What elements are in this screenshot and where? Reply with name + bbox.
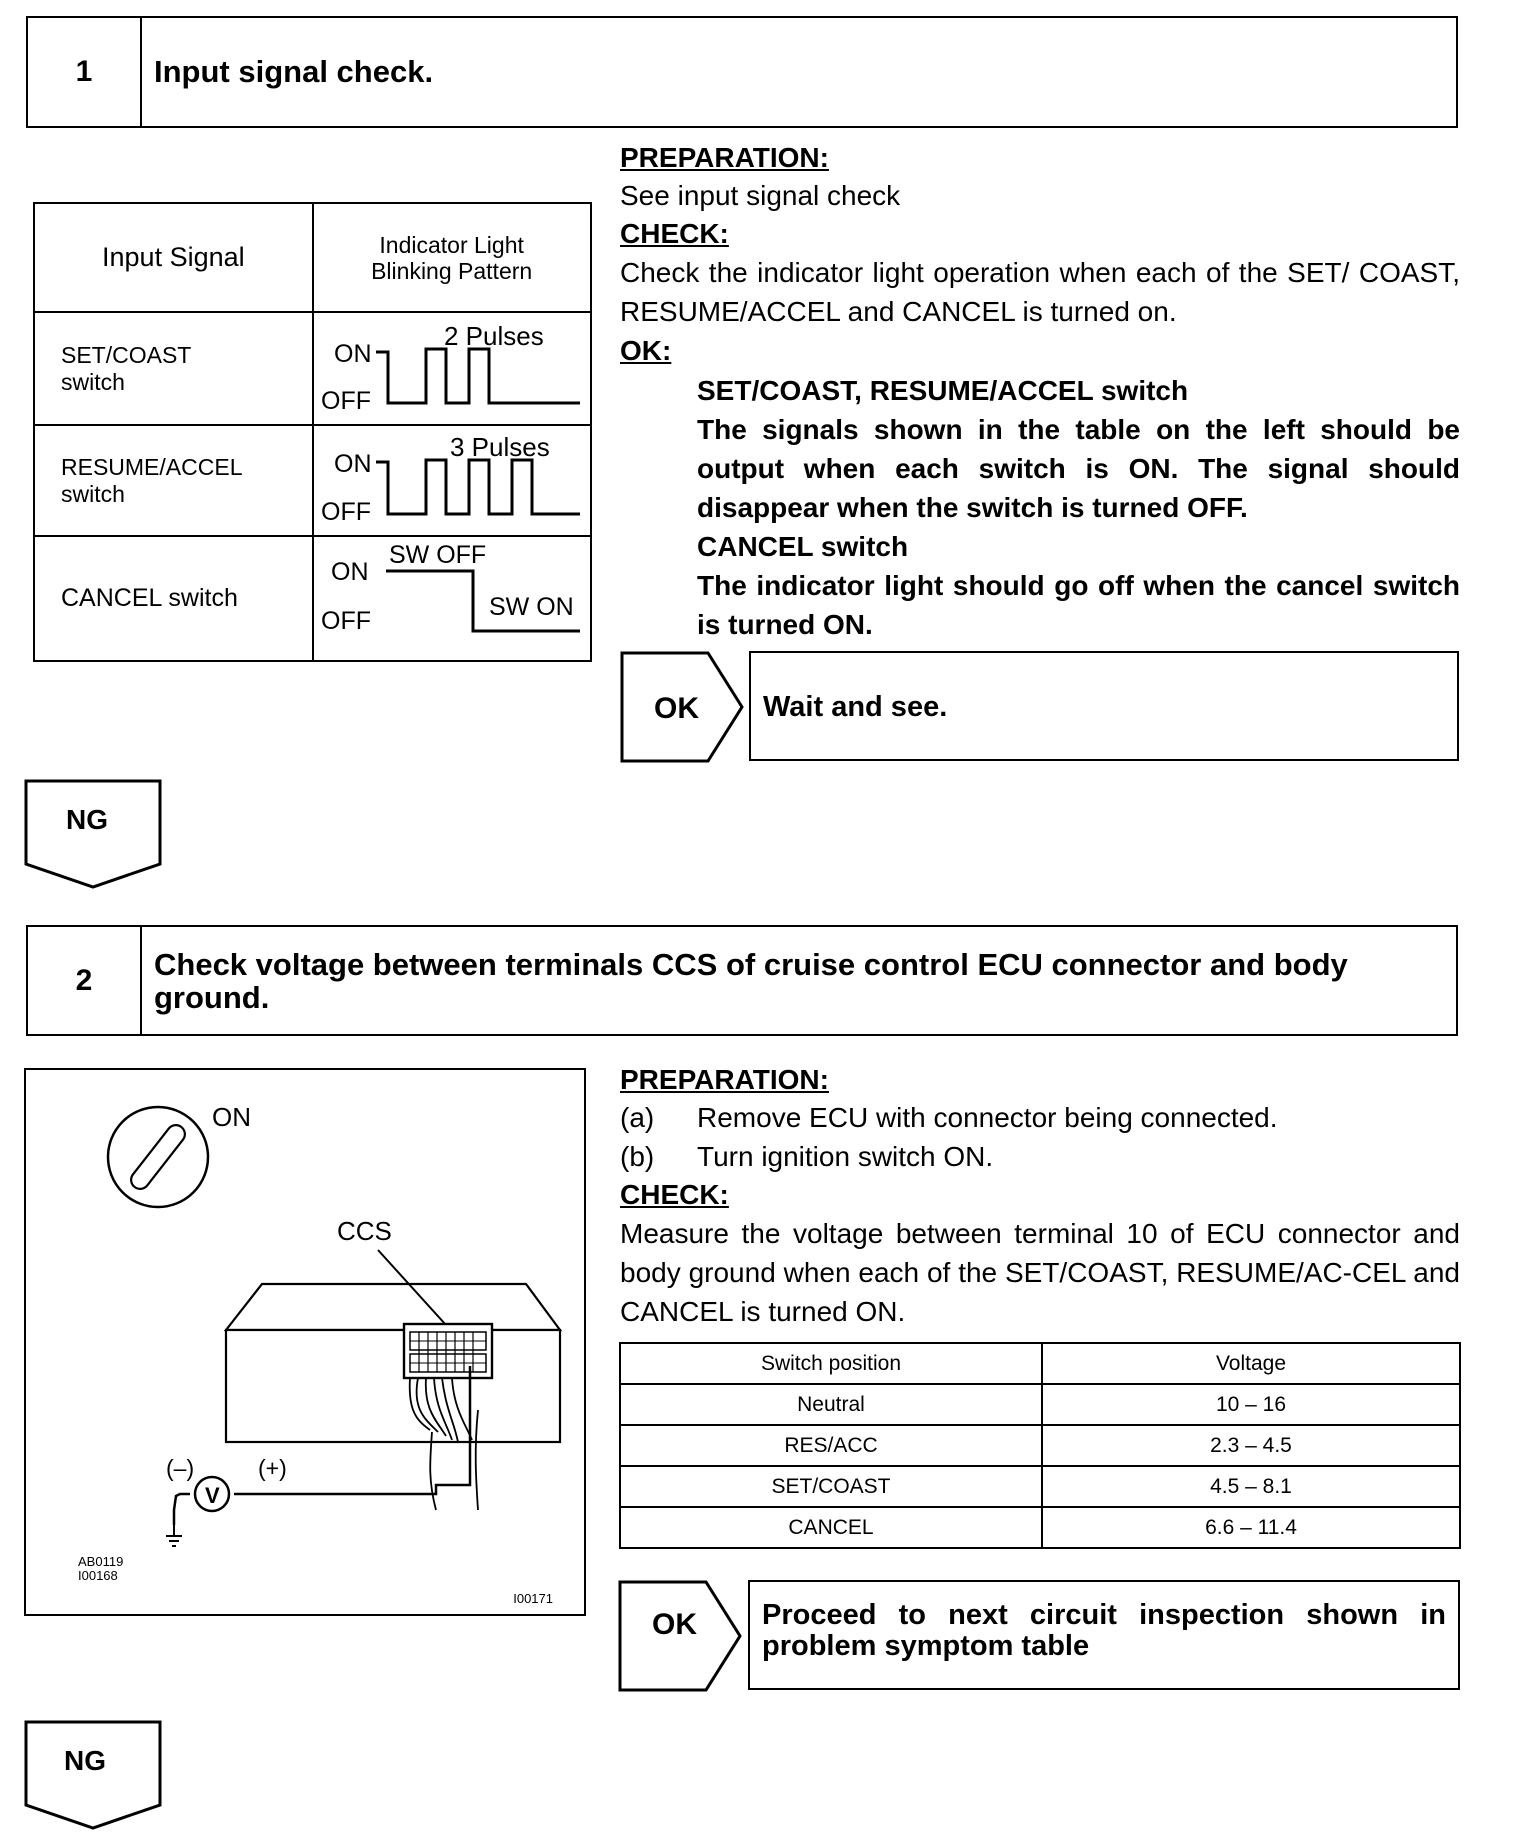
- switch-position-cell: Neutral: [620, 1384, 1042, 1425]
- prep-item: [620, 1137, 1460, 1176]
- signal-row-pattern: [313, 425, 591, 536]
- ng-label: NG: [66, 804, 108, 835]
- check-text: Measure the voltage between terminal 10 of ECU connector and body ground when each of the SET/COAST, RESUME/AC-CEL and CANCEL is turned ON.: [620, 1218, 1460, 1327]
- signal-row-switch: CANCEL switch: [34, 536, 313, 661]
- check-text: Check the indicator light operation when each of the SET/ COAST, RESUME/ACCEL and CANCEL is turned on.: [620, 257, 1460, 327]
- pulse-2-diagram: [314, 313, 590, 419]
- switch-position-cell: SET/COAST: [620, 1466, 1042, 1507]
- voltage-table-header: Switch position: [620, 1343, 1042, 1384]
- pulse-label: 2 Pulses: [443, 321, 544, 351]
- ng-label: NG: [64, 1745, 106, 1776]
- ecu-connector: [404, 1324, 492, 1378]
- table-row: [620, 1466, 1460, 1507]
- table-row: [620, 1384, 1460, 1425]
- signal-row-pattern: [313, 312, 591, 425]
- plus-label: (+): [258, 1455, 287, 1481]
- step1-instructions: [620, 140, 1460, 644]
- step1-ok-result-box: [749, 651, 1459, 761]
- step1-ok-arrow: [620, 651, 750, 763]
- sw-off-label: SW OFF: [388, 541, 486, 569]
- voltage-table: [619, 1342, 1461, 1549]
- switch-position-cell: CANCEL: [620, 1507, 1042, 1548]
- off-label: OFF: [320, 607, 371, 635]
- ecu-unit: [226, 1284, 560, 1442]
- step2-ng-arrow: [24, 1720, 164, 1832]
- preparation-heading: PREPARATION:: [620, 1064, 829, 1095]
- ccs-label: CCS: [337, 1216, 392, 1246]
- prep-item: [620, 1098, 1460, 1137]
- pulse-3-diagram: [314, 426, 590, 530]
- sw-on-label: SW ON: [488, 593, 574, 621]
- signal-table-header-pattern: Indicator Light Blinking Pattern: [313, 203, 591, 312]
- off-label: OFF: [320, 498, 371, 526]
- pulse-waveform: [376, 460, 580, 514]
- ecu-diagram: [26, 1070, 583, 1613]
- prep-item-marker: (b): [620, 1141, 655, 1172]
- off-label: OFF: [320, 387, 371, 415]
- voltmeter-label: V: [205, 1483, 220, 1508]
- ignition-key-icon: [108, 1107, 208, 1207]
- check-heading: CHECK:: [620, 1179, 729, 1210]
- step2-instructions: [620, 1062, 1460, 1331]
- ok-result-text: Wait and see.: [763, 691, 948, 723]
- ok-subheading: SET/COAST, RESUME/ACCEL switch: [697, 375, 1189, 406]
- pulse-label: 3 Pulses: [449, 432, 550, 462]
- ok-result-text: Proceed to next circuit inspection shown in problem symptom table: [762, 1599, 1446, 1662]
- step2-ok-arrow: [618, 1580, 748, 1692]
- signal-row-switch: RESUME/ACCEL switch: [34, 425, 313, 536]
- signal-table: [33, 202, 592, 662]
- step1-number: 1: [28, 18, 142, 126]
- prep-item-text: Remove ECU with connector being connected.: [697, 1102, 1278, 1133]
- voltage-table-header: Voltage: [1042, 1343, 1460, 1384]
- preparation-text: See input signal check: [620, 180, 901, 211]
- figure-code-left: AB0119 I00168: [78, 1554, 124, 1583]
- step2-ok-result-box: [748, 1580, 1460, 1690]
- ok-text: The indicator light should go off when the cancel switch is turned ON.: [697, 570, 1460, 640]
- step2-number: 2: [28, 927, 142, 1034]
- on-label: ON: [212, 1102, 251, 1132]
- step2-header: [26, 925, 1458, 1036]
- signal-row-switch: SET/COAST switch: [34, 312, 313, 425]
- step1-title: Input signal check.: [154, 54, 434, 89]
- ground-icon: [166, 1525, 182, 1546]
- ccs-leader-line: [378, 1250, 446, 1325]
- table-row: [620, 1507, 1460, 1548]
- preparation-heading: PREPARATION:: [620, 142, 829, 173]
- ok-text: The signals shown in the table on the left should be output when each switch is ON. The signal should disappear when the switch is turned OFF.: [697, 414, 1460, 523]
- table-row: [620, 1425, 1460, 1466]
- on-label: ON: [333, 450, 372, 478]
- voltage-cell: 4.5 – 8.1: [1042, 1466, 1460, 1507]
- on-label: ON: [333, 340, 372, 368]
- ok-label: OK: [652, 1608, 697, 1641]
- prep-item-text: Turn ignition switch ON.: [697, 1141, 994, 1172]
- voltmeter-icon: [195, 1477, 229, 1511]
- ok-heading: OK:: [620, 335, 672, 366]
- cancel-diagram: [314, 537, 590, 655]
- ok-subheading: CANCEL switch: [697, 531, 909, 562]
- voltage-cell: 2.3 – 4.5: [1042, 1425, 1460, 1466]
- ecu-figure: [24, 1068, 586, 1616]
- prep-item-marker: (a): [620, 1102, 655, 1133]
- pulse-waveform: [376, 349, 580, 403]
- minus-label: (–): [166, 1455, 195, 1481]
- step1-header: [26, 16, 1458, 128]
- check-heading: CHECK:: [620, 218, 729, 249]
- step1-ng-arrow: [24, 779, 164, 891]
- voltage-cell: 10 – 16: [1042, 1384, 1460, 1425]
- signal-row-pattern: [313, 536, 591, 661]
- on-label: ON: [330, 558, 369, 586]
- figure-code-right: I00171: [513, 1591, 553, 1606]
- signal-table-header-input: Input Signal: [34, 203, 313, 312]
- switch-position-cell: RES/ACC: [620, 1425, 1042, 1466]
- voltage-cell: 6.6 – 11.4: [1042, 1507, 1460, 1548]
- step2-title: Check voltage between terminals CCS of cruise control ECU connector and body ground.: [154, 947, 1348, 1015]
- ok-label: OK: [654, 692, 699, 725]
